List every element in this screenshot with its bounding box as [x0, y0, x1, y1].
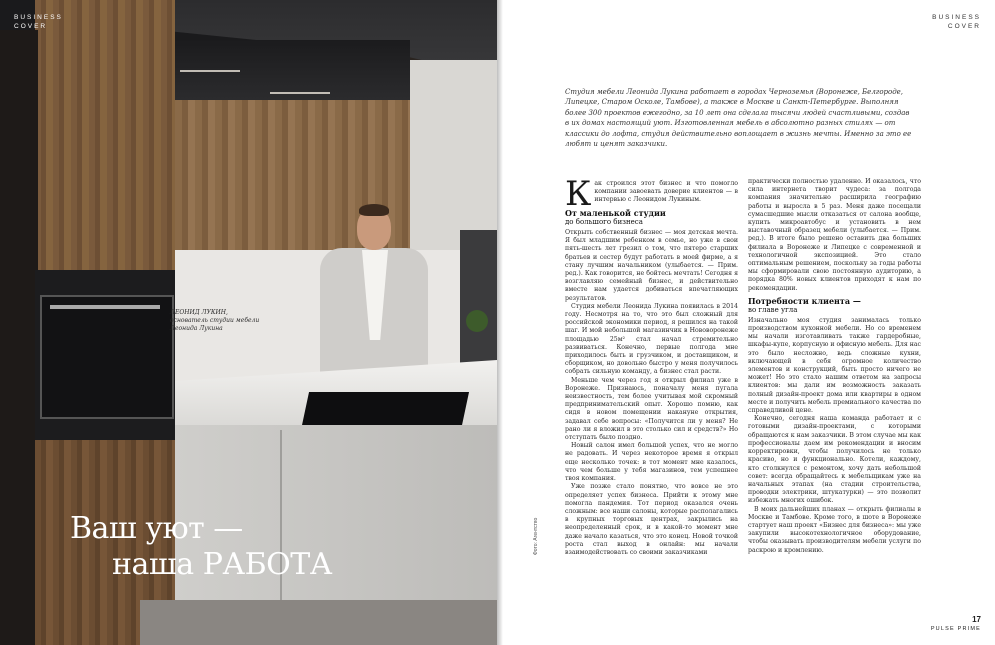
- lead-paragraph: Студия мебели Леонида Лукина работает в городах Черноземья (Воронеже, Белгороде, Липецке, Старом Осколе, Тамбове), а также в Москве и Санкт-Петербурге. Выполняя более 300 проектов ежегодно, за 10 лет она сделала тысячи людей счастливыми, создав в их домах настоящий уют. Изготовленная мебель в абсолютно разных стилях — от классики до лофта, студия действительно воплощает в жизнь мечты. Именно за это ее любят и ценят заказчики.: [565, 88, 912, 149]
- cabinet-light: [180, 70, 240, 72]
- floor: [140, 600, 497, 645]
- paragraph: практически полностью удаленно. И оказалось, что сила интернета творит чудеса: за полгода компания значительно расширила географию работы и выросла в 5 раз. Меня даже посещали сумасшедшие мысли отказаться от салона вообще, купить микроавтобус и установить в нем выставочный образец мебели (улыбается. — Прим. ред.). В итоге было решено оставить два больших филиала в Воронеже и Липецке с современной и технологичной экспозицией. Это стало оптимальным решением, поскольку за годы работы мы сформировали свою постоянную аудиторию, а порядка 80% новых клиентов приходят к нам по рекомендации.: [748, 178, 921, 292]
- subhead-2-line2: во главе угла: [748, 305, 798, 314]
- photo-caption: [170, 309, 260, 333]
- page-gutter: [497, 0, 503, 645]
- paragraph: Изначально моя студия занималась только производством кухонной мебели. Но со временем мы начали изготавливать также гардеробные, шкафы-купе, корпусную и офисную мебель. Для нас это было несложно, ведь сложные кухни, включающей в себя огромное количество элементов и конструкций, быть просто ничего не может! Но это стало нашим ответом на запросы клиентов: мы дали им возможность заказать полный дизайн-проект дома или квартиры в одном месте и получить мебель премиального качества по справедливой цене.: [748, 316, 921, 415]
- section-label-left: [14, 13, 63, 31]
- paragraph: Конечно, сегодня наша команда работает и с готовыми дизайн-проектами, с которыми обращаются к нам заказчики. В этом случае мы как профессионалы даем им рекомендации и вносим корректировки, чтобы получилось не только красиво, но и функционально. Котели, каждому, кто столкнулся с ремонтом, хочу дать небольшой совет: всегда обращайтесь к мебельщикам уже на начальных этапах (на стадии строительства, проводки электрики, штукатурки) — это позволит избежать многих ошибок.: [748, 415, 921, 505]
- paragraph: В моих дальнейших планах — открыть филиалы в Москве и Тамбове. Кроме того, в шоте в Воронеже стартует наш проект «Бизнес для бизнеса»: мы уже закупили высокотехнологичное оборудование, чтобы оказывать производителям мебели услуги по раскрою и кромлению.: [748, 505, 921, 554]
- paragraph: Меньше чем через год я открыл филиал уже в Воронеже. Признаюсь, поначалу меня пугала неизвестность, тем более учитывая мой скромный предпринимательский опыт. Хорошо помню, как сидя в новом помещении накануне открытия, задавал себе вопросы: «Получится ли у меня? Не рано ли я вложил в это столько сил и средств?» Но отступать было поздно.: [565, 376, 738, 442]
- page-number: 17: [972, 615, 981, 624]
- section-line2: COVER: [947, 23, 981, 30]
- paragraph: Уже позже стало понятно, что вовсе не это определяет успех бизнеса. Прийти к этому мне помогла пандемия. Тот период оказался очень сложным: все наши салоны, которые располагались в крупных торговых центрах, закрылись на неопределенный срок, и в какой-то момент мне даже начало казаться, что это конец. Новой точкой роста стал выход в онлайн: мы начали взаимодействовать со своими заказчиками: [565, 483, 738, 556]
- section-line1: BUSINESS: [14, 14, 63, 21]
- headline-line1: Ваш уют —: [70, 511, 243, 547]
- subhead-2-line1: Потребности клиента —: [748, 295, 861, 306]
- person-hair: [359, 204, 389, 216]
- paragraph: Новый салон имел большой успех, что не могло не радовать. И через некоторое время я открыл еще несколько точек: в тот момент мне казалось, что чем больше у тебя магазинов, тем успешнее твоя компания.: [565, 442, 738, 483]
- section-line1: BUSINESS: [932, 14, 981, 21]
- drop-cap: К: [565, 174, 592, 214]
- photo-credit: Фото: Агентство: [533, 517, 539, 555]
- subhead-1-line1: От маленькой студии: [565, 208, 666, 218]
- tall-wood-cabinet: [35, 0, 175, 270]
- intro-text: ак строился этот бизнес и что помогло компании завоевать доверие клиентов — в интервью с Леонидом Лукиным.: [594, 180, 738, 204]
- cover-photo: [0, 0, 497, 645]
- oven-handle: [50, 305, 160, 309]
- headline-line2: наша РАБОТА: [112, 547, 332, 583]
- section-line2: COVER: [14, 23, 48, 30]
- caption-role: основатель студии мебели Леонида Лукина: [170, 317, 260, 332]
- section-label-right: [932, 13, 981, 31]
- dark-column: [0, 30, 38, 645]
- subhead-2: [748, 297, 921, 315]
- caption-name: ЛЕОНИД ЛУКИН,: [170, 309, 228, 316]
- subhead-1-line2: до большого бизнеса: [565, 218, 643, 226]
- paragraph: Студия мебели Леонида Лукина появилась в 2014 году. Несмотря на то, что это был сложный для российской экономики период, я решился на такой шаг. И мой небольшой магазинчик в Нововоронеже площадью 25м² стал начал стремительно развиваться. Конечно, первые полгода мне приходилось быть и грузчиком, и доставщиком, и сборщиком, но довольно быстро у меня получилось собрать сильную команду, а бизнес стал расти.: [565, 302, 738, 376]
- cabinet-light: [270, 92, 330, 94]
- article-column-1: [565, 174, 738, 557]
- plant: [466, 310, 488, 332]
- oven: [40, 295, 174, 419]
- article-column-2: [748, 178, 921, 555]
- paragraph: Открыть собственный бизнес — моя детская мечта. Я был младшим ребенком в семье, но уже в свои пять-шесть лет грезил о том, что пятеро старших братьев и сестер будут работать в моей фирме, а я стану лучшим начальником (улыбается. — Прим. ред.). Как говорится, не бойтесь мечтать! Сегодня я возглавляю семейный бизнес, и действительно вместе нам удается добиваться впечатляющих результатов.: [565, 229, 738, 302]
- headline: [70, 511, 410, 583]
- magazine-name: PULSE PRIME: [930, 626, 981, 632]
